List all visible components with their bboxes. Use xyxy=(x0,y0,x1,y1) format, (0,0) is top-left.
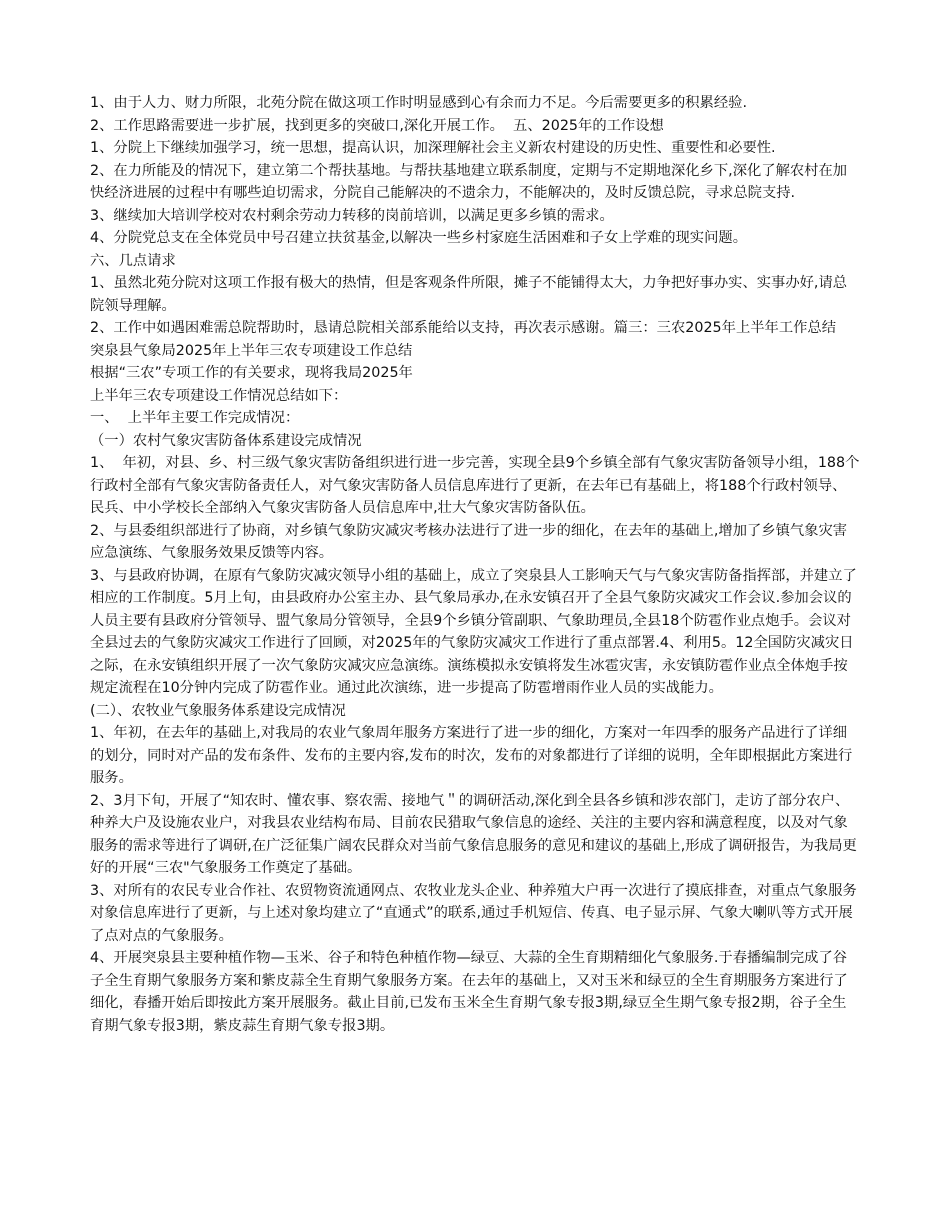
paragraph: 1、由于人力、财力所限，北苑分院在做这项工作时明显感到心有余而力不足。今后需要更多的积累经验. xyxy=(90,95,747,111)
subsection-heading: (二）、农牧业气象服务体系建设完成情况 xyxy=(90,702,346,719)
paragraph: 上半年三农专项建设工作情况总结如下： xyxy=(90,387,348,404)
paragraph: 1、分院上下继续加强学习，统一思想，提高认识，加深理解社会主义新农村建设的历史性、重要性和必要性. xyxy=(90,140,776,156)
paragraph: 3、继续加大培训学校对农村剩余劳动力转移的岗前培训，以满足更多乡镇的需求。 xyxy=(90,207,614,224)
paragraph: 3、对所有的农民专业合作社、农贸物资流通网点、农牧业龙头企业、种养殖大户再一次进行了摸底排查，对重点气象服务对象信息库进行了更新，与上述对象均建立了“直通式”的联系,通过手机短信、传真、电子显示屏、气象大喇叭等方式开展了点对点的气象服务。 xyxy=(90,882,857,944)
paragraph: 4、开展突泉县主要种植作物—玉米、谷子和特色种植作物—绿豆、大蒜的全生育期精细化气象服务.于春播编制完成了谷子全生育期气象服务方案和紫皮蒜全生育期气象服务方案。在去年的基础上，又对玉米和绿豆的全生育期服务方案进行了细化，春播开始后即按此方案开展服务。截止目前,已发布玉米全生育期气象专报3期,绿豆全生期气象专报2期，谷子全生育期气象专报3期，紫皮蒜生育期气象专报3期。 xyxy=(90,950,848,1034)
subsection-heading: （一）农村气象灾害防备体系建设完成情况 xyxy=(90,432,362,449)
paragraph: 1、 年初，对县、乡、村三级气象灾害防备组织进行进一步完善，实现全县9个乡镇全部有气象灾害防备领导小组，188个行政村全部有气象灾害防备责任人，对气象灾害防备人员信息库进行了更新，在去年已有基础上，将188个行政村领导、民兵、中小学校长全部纳入气象灾害防备人员信息库中,壮大气象灾害防备队伍。 xyxy=(90,455,860,516)
paragraph: 4、分院党总支在全体党员中号召建立扶贫基金,以解决一些乡村家庭生活困难和子女上学难的现实问题。 xyxy=(90,230,747,246)
section-heading: 六、几点请求 xyxy=(90,252,176,269)
paragraph: 2、工作思路需要进一步扩展，找到更多的突破口,深化开展工作。 五、2025年的工作设想 xyxy=(90,117,664,134)
paragraph: 1、虽然北苑分院对这项工作报有极大的热情，但是客观条件所限，摊子不能铺得太大，力争把好事办实、实事办好,请总院领导理解。 xyxy=(90,275,848,314)
paragraph: 2、与县委组织部进行了协商，对乡镇气象防灾减灾考核办法进行了进一步的细化，在去年的基础上,增加了乡镇气象灾害应急演练、气象服务效果反馈等内容。 xyxy=(90,522,848,561)
paragraph: 2、工作中如遇困难需总院帮助时，恳请总院相关部系能给以支持，再次表示感谢。篇三：三农2025年上半年工作总结 xyxy=(90,320,837,336)
section-heading: 一、 上半年主要工作完成情况： xyxy=(90,410,300,426)
paragraph: 2、在力所能及的情况下，建立第二个帮扶基地。与帮扶基地建立联系制度，定期与不定期地深化乡下,深化了解农村在加快经济进展的过程中有哪些迫切需求，分院自己能解决的不遗余力，不能解决的，及时反馈总院，寻求总院支持. xyxy=(90,162,848,201)
paragraph: 根据“三农”专项工作的有关要求，现将我局2025年 xyxy=(90,365,413,381)
paragraph: 2、3月下旬，开展了“知农时、懂农事、察农需、接地气＂的调研活动,深化到全县各乡镇和涉农部门，走访了部分农户、种养大户及设施农业户，对我县农业结构布局、目前农民猎取气象信息的途经、关注的主要内容和满意程度，以及对气象服务的需求等进行了调研,在广泛征集广阔农民群众对当前气象信息服务的意见和建议的基础上,形成了调研报告，为我局更好的开展“三农"气象服务工作奠定了基础。 xyxy=(90,792,857,876)
document-body xyxy=(90,92,860,1037)
paragraph: 1、年初，在去年的基础上,对我局的农业气象周年服务方案进行了进一步的细化，方案对一年四季的服务产品进行了详细的划分，同时对产品的发布条件、发布的主要内容,发布的时次，发布的对象都进行了详细的说明，全年即根据此方案进行服务。 xyxy=(90,725,853,786)
document-title: 突泉县气象局2025年上半年三农专项建设工作总结 xyxy=(90,342,413,359)
paragraph: 3、与县政府协调，在原有气象防灾减灾领导小组的基础上，成立了突泉县人工影响天气与气象灾害防备指挥部，并建立了相应的工作制度。5月上旬，由县政府办公室主办、县气象局承办,在永安镇召开了全县气象防灾减灾工作会议.参加会议的人员主要有县政府分管领导、盟气象局分管领导，全县9个乡镇分管副职、气象助理员,全县18个防雹作业点炮手。会议对全县过去的气象防灾减灾工作进行了回顾，对2025年的气象防灾减灾工作进行了重点部署.4、利用5。12全国防灾减灾日之际，在永安镇组织开展了一次气象防灾减灾应急演练。演练模拟永安镇将发生冰雹灾害，永安镇防雹作业点全体炮手按规定流程在10分钟内完成了防雹作业。通过此次演练，进一步提高了防雹增雨作业人员的实战能力。 xyxy=(90,567,857,696)
